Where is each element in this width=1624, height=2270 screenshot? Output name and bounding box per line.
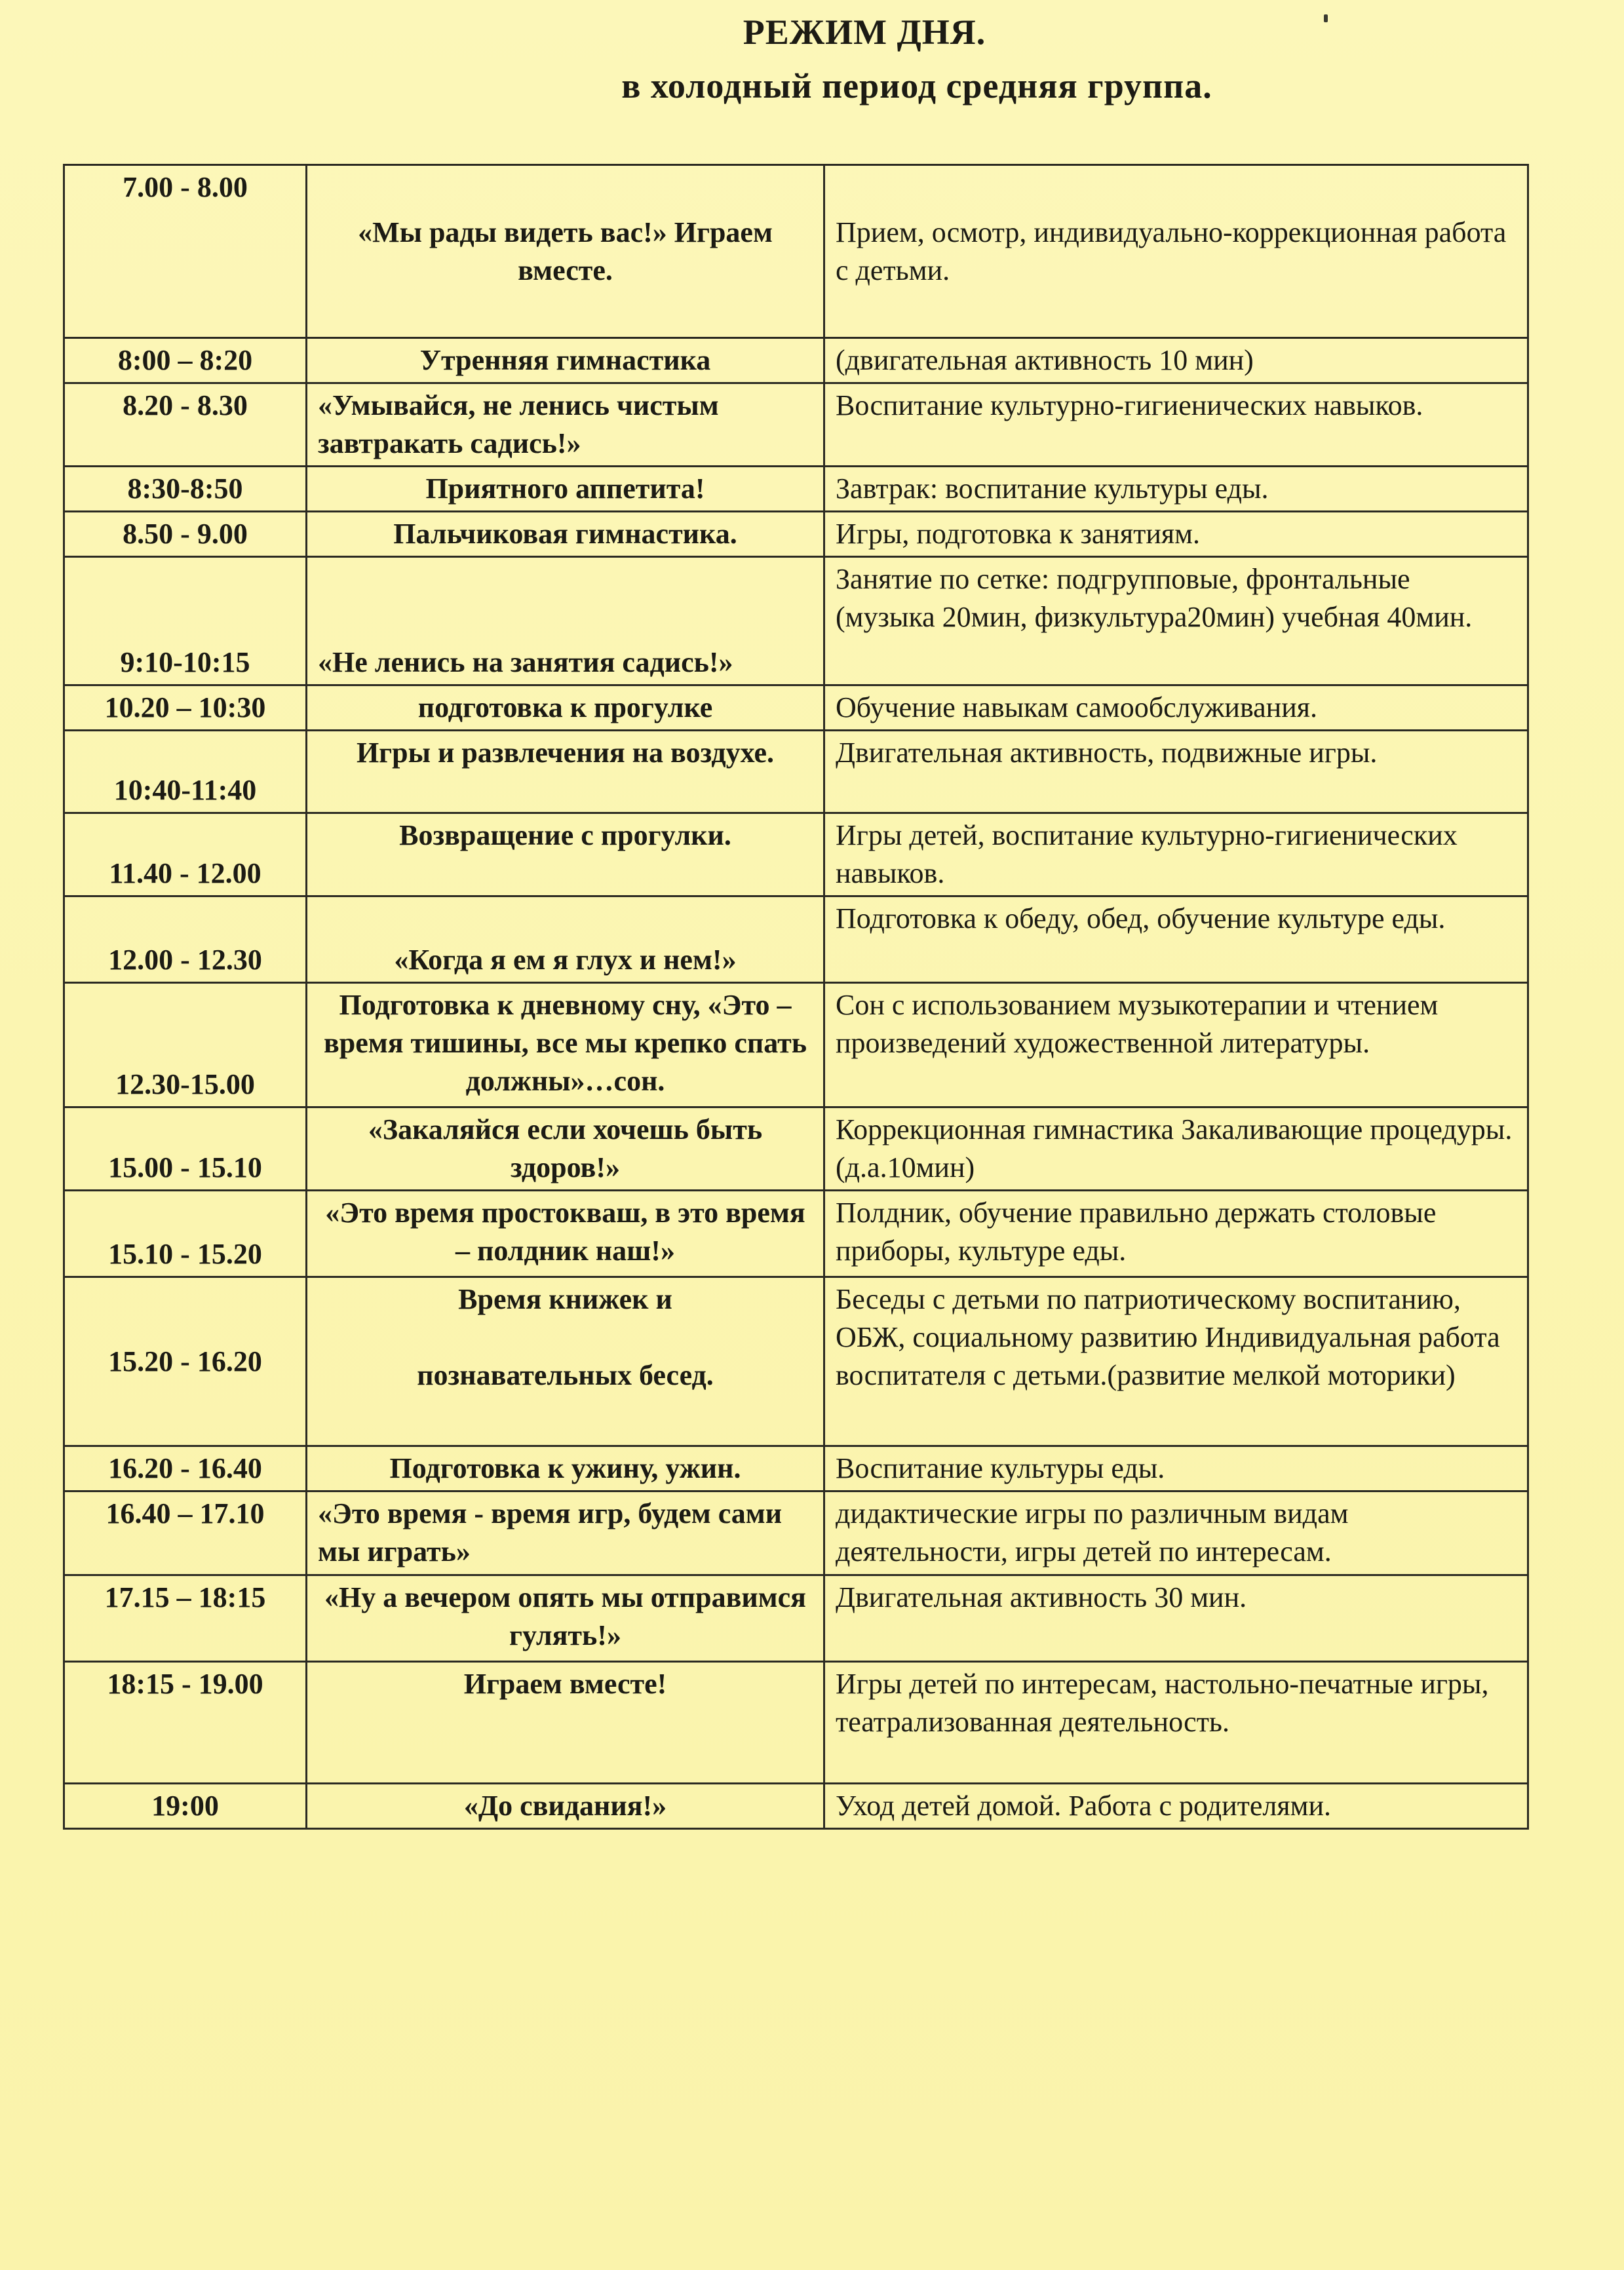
activity-cell: Приятного аппетита! bbox=[307, 467, 824, 512]
daily-schedule-table bbox=[63, 164, 1529, 1830]
table-row bbox=[64, 1491, 1528, 1575]
table-row bbox=[64, 512, 1528, 557]
activity-cell bbox=[307, 1277, 824, 1446]
description-cell: Сон с использованием музыкотерапии и чтением произведений художественной литературы. bbox=[824, 983, 1528, 1107]
activity-cell: подготовка к прогулке bbox=[307, 685, 824, 731]
activity-cell: «Не ленись на занятия садись!» bbox=[307, 557, 824, 685]
description-cell: Воспитание культуры еды. bbox=[824, 1446, 1528, 1491]
time-cell: 17.15 – 18:15 bbox=[64, 1575, 307, 1662]
activity-text: познавательных бесед. bbox=[417, 1359, 714, 1391]
time-cell: 19:00 bbox=[64, 1784, 307, 1829]
description-cell: Подготовка к обеду, обед, обучение культуре еды. bbox=[824, 896, 1528, 983]
description-cell: Игры детей по интересам, настольно-печатные игры, театрализованная деятельность. bbox=[824, 1662, 1528, 1784]
description-cell: Занятие по сетке: подгрупповые, фронтальные (музыка 20мин, физкультура20мин) учебная 40мин. bbox=[824, 557, 1528, 685]
time-cell: 12.30-15.00 bbox=[64, 983, 307, 1107]
activity-cell: Подготовка к ужину, ужин. bbox=[307, 1446, 824, 1491]
description-cell: Беседы с детьми по патриотическому воспитанию, ОБЖ, социальному развитию Индивидуальная работа воспитателя с детьми.(развитие мелкой моторики) bbox=[824, 1277, 1528, 1446]
time-cell: 16.40 – 17.10 bbox=[64, 1491, 307, 1575]
description-cell: (двигательная активность 10 мин) bbox=[824, 338, 1528, 383]
time-cell: 15.10 - 15.20 bbox=[64, 1191, 307, 1277]
activity-text: Время книжек и bbox=[458, 1283, 672, 1315]
time-cell: 8.50 - 9.00 bbox=[64, 512, 307, 557]
time-cell: 8:00 – 8:20 bbox=[64, 338, 307, 383]
table-row bbox=[64, 557, 1528, 685]
activity-cell: Подготовка к дневному сну, «Это – время тишины, все мы крепко спать должны»…сон. bbox=[307, 983, 824, 1107]
time-cell: 10.20 – 10:30 bbox=[64, 685, 307, 731]
time-cell: 10:40-11:40 bbox=[64, 731, 307, 813]
activity-cell: Игры и развлечения на воздухе. bbox=[307, 731, 824, 813]
table-row bbox=[64, 467, 1528, 512]
scan-speck bbox=[1324, 14, 1328, 22]
table-row bbox=[64, 165, 1528, 338]
description-cell: Полдник, обучение правильно держать столовые приборы, культуре еды. bbox=[824, 1191, 1528, 1277]
description-cell: Воспитание культурно-гигиенических навыков. bbox=[824, 383, 1528, 467]
description-cell: Прием, осмотр, индивидуально-коррекционная работа с детьми. bbox=[824, 165, 1528, 338]
table-row bbox=[64, 813, 1528, 896]
table-row bbox=[64, 1784, 1528, 1829]
activity-cell: «Это время - время игр, будем сами мы играть» bbox=[307, 1491, 824, 1575]
spacer bbox=[318, 1318, 813, 1356]
activity-cell: «Это время простокваш, в это время – полдник наш!» bbox=[307, 1191, 824, 1277]
activity-cell: Утренняя гимнастика bbox=[307, 338, 824, 383]
table-row bbox=[64, 731, 1528, 813]
table-row bbox=[64, 1446, 1528, 1491]
activity-cell: Пальчиковая гимнастика. bbox=[307, 512, 824, 557]
table-row bbox=[64, 1662, 1528, 1784]
activity-cell: Играем вместе! bbox=[307, 1662, 824, 1784]
activity-cell: «Когда я ем я глух и нем!» bbox=[307, 896, 824, 983]
activity-cell: «Закаляйся если хочешь быть здоров!» bbox=[307, 1107, 824, 1191]
table-row bbox=[64, 1191, 1528, 1277]
table-row bbox=[64, 1575, 1528, 1662]
description-cell: Завтрак: воспитание культуры еды. bbox=[824, 467, 1528, 512]
table-row bbox=[64, 338, 1528, 383]
time-cell: 18:15 - 19.00 bbox=[64, 1662, 307, 1784]
time-cell: 11.40 - 12.00 bbox=[64, 813, 307, 896]
table-row bbox=[64, 1107, 1528, 1191]
time-cell: 8:30-8:50 bbox=[64, 467, 307, 512]
time-cell: 15.20 - 16.20 bbox=[64, 1277, 307, 1446]
description-cell: Обучение навыкам самообслуживания. bbox=[824, 685, 1528, 731]
description-cell: Коррекционная гимнастика Закаливающие процедуры. (д.а.10мин) bbox=[824, 1107, 1528, 1191]
description-cell: Двигательная активность 30 мин. bbox=[824, 1575, 1528, 1662]
description-cell: Игры детей, воспитание культурно-гигиенических навыков. bbox=[824, 813, 1528, 896]
activity-cell: «Ну а вечером опять мы отправимся гулять!» bbox=[307, 1575, 824, 1662]
activity-cell: «Умывайся, не ленись чистым завтракать садись!» bbox=[307, 383, 824, 467]
description-cell: дидактические игры по различным видам деятельности, игры детей по интересам. bbox=[824, 1491, 1528, 1575]
time-cell: 12.00 - 12.30 bbox=[64, 896, 307, 983]
page-subtitle: в холодный период средняя группа. bbox=[621, 66, 1212, 106]
description-cell: Уход детей домой. Работа с родителями. bbox=[824, 1784, 1528, 1829]
time-cell: 8.20 - 8.30 bbox=[64, 383, 307, 467]
activity-cell: Возвращение с прогулки. bbox=[307, 813, 824, 896]
table-row bbox=[64, 383, 1528, 467]
table-row bbox=[64, 896, 1528, 983]
activity-cell: «Мы рады видеть вас!» Играем вместе. bbox=[307, 165, 824, 338]
time-cell: 7.00 - 8.00 bbox=[64, 165, 307, 338]
table-row bbox=[64, 1277, 1528, 1446]
activity-cell: «До свидания!» bbox=[307, 1784, 824, 1829]
table-row bbox=[64, 685, 1528, 731]
page-title: РЕЖИМ ДНЯ. bbox=[743, 12, 986, 52]
time-cell: 16.20 - 16.40 bbox=[64, 1446, 307, 1491]
table-row bbox=[64, 983, 1528, 1107]
description-cell: Игры, подготовка к занятиям. bbox=[824, 512, 1528, 557]
description-cell: Двигательная активность, подвижные игры. bbox=[824, 731, 1528, 813]
time-cell: 15.00 - 15.10 bbox=[64, 1107, 307, 1191]
time-cell: 9:10-10:15 bbox=[64, 557, 307, 685]
